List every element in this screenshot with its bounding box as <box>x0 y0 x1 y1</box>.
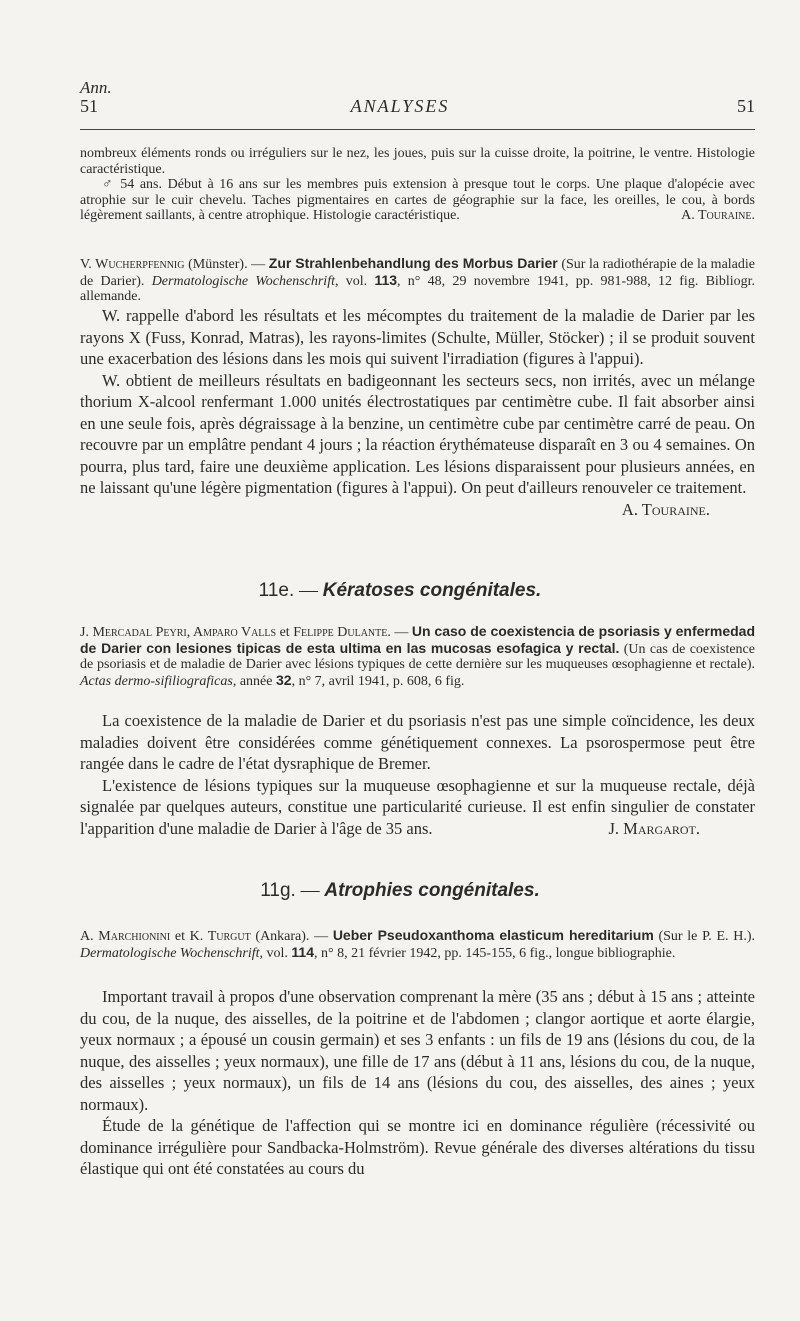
volume: 32 <box>275 671 292 688</box>
paragraph: La coexistence de la maladie de Darier et du psoriasis n'est pas une simple coïncidence, les deux maladies doivent être considérées comme génétiquement connexes. La psorospermose peut être rangée dans le cadre de l'état dysraphique de Bremer. <box>80 711 755 773</box>
paragraph: W. obtient de meilleurs résultats en badigeonnant les secteurs secs, non irrités, avec un mélange thorium X-alcool renfermant 1.000 unités électrostatiques par centimètre cube. Il fait absorber ainsi en une seule fois, après dégraissage à la benzine, un centimètre cube par centimètre carré de peau. On recouvre par un emplâtre pendant 4 jours ; la réaction érythémateuse disparaît en 3 ou 4 semaines. On pourra, plus tard, faire une deuxième application. Les lésions disparaissent pour plusieurs années, en ne laissant qu'une légère pigmentation (figures à l'appui). On peut d'ailleurs renouveler ce traitement. A. Touraine. <box>80 370 755 519</box>
journal-name: Dermatologische Wochenschrift <box>151 273 335 289</box>
header-rule <box>80 129 755 130</box>
author: Felippe Dulante <box>293 625 388 640</box>
article-title: Un caso de coexistencia de psoriasis y enfermedad de Darier con lesiones tipicas de esta ultima en las mucosas esofagica y rectal. <box>80 623 756 656</box>
page-number-right: 51 <box>737 96 755 116</box>
article-reference: J. Mercadal Peyri, Amparo Valls et Felippe Dulante. — Un caso de coexistencia de psoriasis y enfermedad de Darier con lesiones tipicas de esta ultima en las mucosas esofagica y rectal. (Un cas de coexistence de psoriasis et de maladie de Darier avec lésions typiques de cette dernière sur les muqueuses œsophagienne et rectale). Actas dermo-sifiliograficas, année 32, n° 7, avril 1941, p. 608, 6 fig. <box>80 623 756 689</box>
journal-name: Dermatologische Wochenschrift <box>80 945 260 961</box>
article-reference: V. Wucherpfennig (Münster). — Zur Strahlenbehandlung des Morbus Darier (Sur la radiothérapie de la maladie de Darier). Dermatologische Wochenschrift, vol. 113, n° 48, 29 novembre 1941, pp. 981-988, 12 fig. Bibliogr. allemande. <box>80 255 755 305</box>
paragraph: Étude de la génétique de l'affection qui se montre ici en dominance régulière (récessivité ou dominance irrégulière pour Sandbacka-Holmström). Revue générale des diverses altérations du tissu élastique qui ont été constatées au cours du <box>80 1116 755 1178</box>
section-heading: 11g. — Atrophies congénitales. <box>260 880 540 901</box>
prev-article-text: nombreux éléments ronds ou irréguliers sur le nez, les joues, puis sur la cuisse droite, la poitrine, le ventre. Histologie caractéristique. <box>80 146 755 177</box>
author: J. Mercadal Peyri, Amparo Valls <box>80 625 277 640</box>
author: K. Turgut <box>189 929 251 944</box>
section-title: Kératoses congénitales. <box>322 580 542 601</box>
article-body <box>80 986 755 1180</box>
header-annotation: Ann. <box>80 78 112 97</box>
section-number: 11e. <box>258 580 295 601</box>
article-body <box>80 710 755 839</box>
section-heading: 11e. — Kératoses congénitales. <box>258 580 542 601</box>
page-number-left: 51 <box>80 96 98 116</box>
journal-name: Actas dermo-sifiliograficas <box>80 673 233 689</box>
article-title: Ueber Pseudoxanthoma elasticum hereditarium <box>332 927 654 943</box>
section-number: 11g. <box>260 880 296 901</box>
signature: A. Touraine. <box>621 499 710 519</box>
prev-article-end <box>80 146 755 224</box>
author: A. Marchionini <box>80 929 171 944</box>
volume: 113 <box>374 271 398 288</box>
paragraph: L'existence de lésions typiques sur la muqueuse œsophagienne et sur la muqueuse rectale, déjà signalée par quelques auteurs, constitue une particularité curieuse. Il est enfin singulier de constater l'apparition d'une maladie de Darier à l'âge de 35 ans. J. Margarot. <box>80 775 755 838</box>
paragraph: W. rappelle d'abord les résultats et les mécomptes du traitement de la maladie de Darier par les rayons X (Fuss, Konrad, Matras), les rayons-limites (Schulte, Müller, Stöcker) ; il se produit souvent une exacerbation des lésions dans les mois qui suivent l'irradiation (figures à l'appui). <box>80 306 755 368</box>
article-title: Zur Strahlenbehandlung des Morbus Darier <box>268 255 558 271</box>
prev-article-case: ♂ 54 ans. Début à 16 ans sur les membres puis extension à presque tout le corps. Une plaque d'alopécie avec atrophie sur le cuir chevelu. Taches pigmentaires en cartes de géographie sur la face, les oreilles, le cou, à bords légèrement saillants, à centre atrophique. Histologie caractéristique. A. Touraine. <box>80 177 755 224</box>
paragraph: Important travail à propos d'une observation comprenant la mère (35 ans ; début à 15 ans ; atteinte du cou, de la nuque, des aisselles, de la poitrine et de l'abdomen ; clangor aortique et aorte élargie, yeux normaux ; a épousé un cousin germain) et ses 3 enfants : un fils de 19 ans (lésions du cou, de la nuque, des aisselles ; yeux normaux), une fille de 17 ans (début à 11 ans, lésions du cou, de la nuque, des aisselles ; yeux normaux), un fils de 14 ans (lésions du cou, des aisselles, des aines ; yeux normaux). <box>80 987 755 1114</box>
running-title: ANALYSES <box>350 96 450 116</box>
volume: 114 <box>291 943 314 960</box>
section-title: Atrophies congénitales. <box>324 880 540 901</box>
signature: J. Margarot. <box>608 818 700 838</box>
signature: A. Touraine. <box>681 208 755 224</box>
article-reference: A. Marchionini et K. Turgut (Ankara). — Ueber Pseudoxanthoma elasticum hereditarium (Sur le P. E. H.). Dermatologische Wochenschrift, vol. 114, n° 8, 21 février 1942, pp. 145-155, 6 fig., longue bibliographie. <box>80 927 755 961</box>
article-body <box>80 305 755 520</box>
author: V. Wucherpfennig <box>80 257 185 272</box>
